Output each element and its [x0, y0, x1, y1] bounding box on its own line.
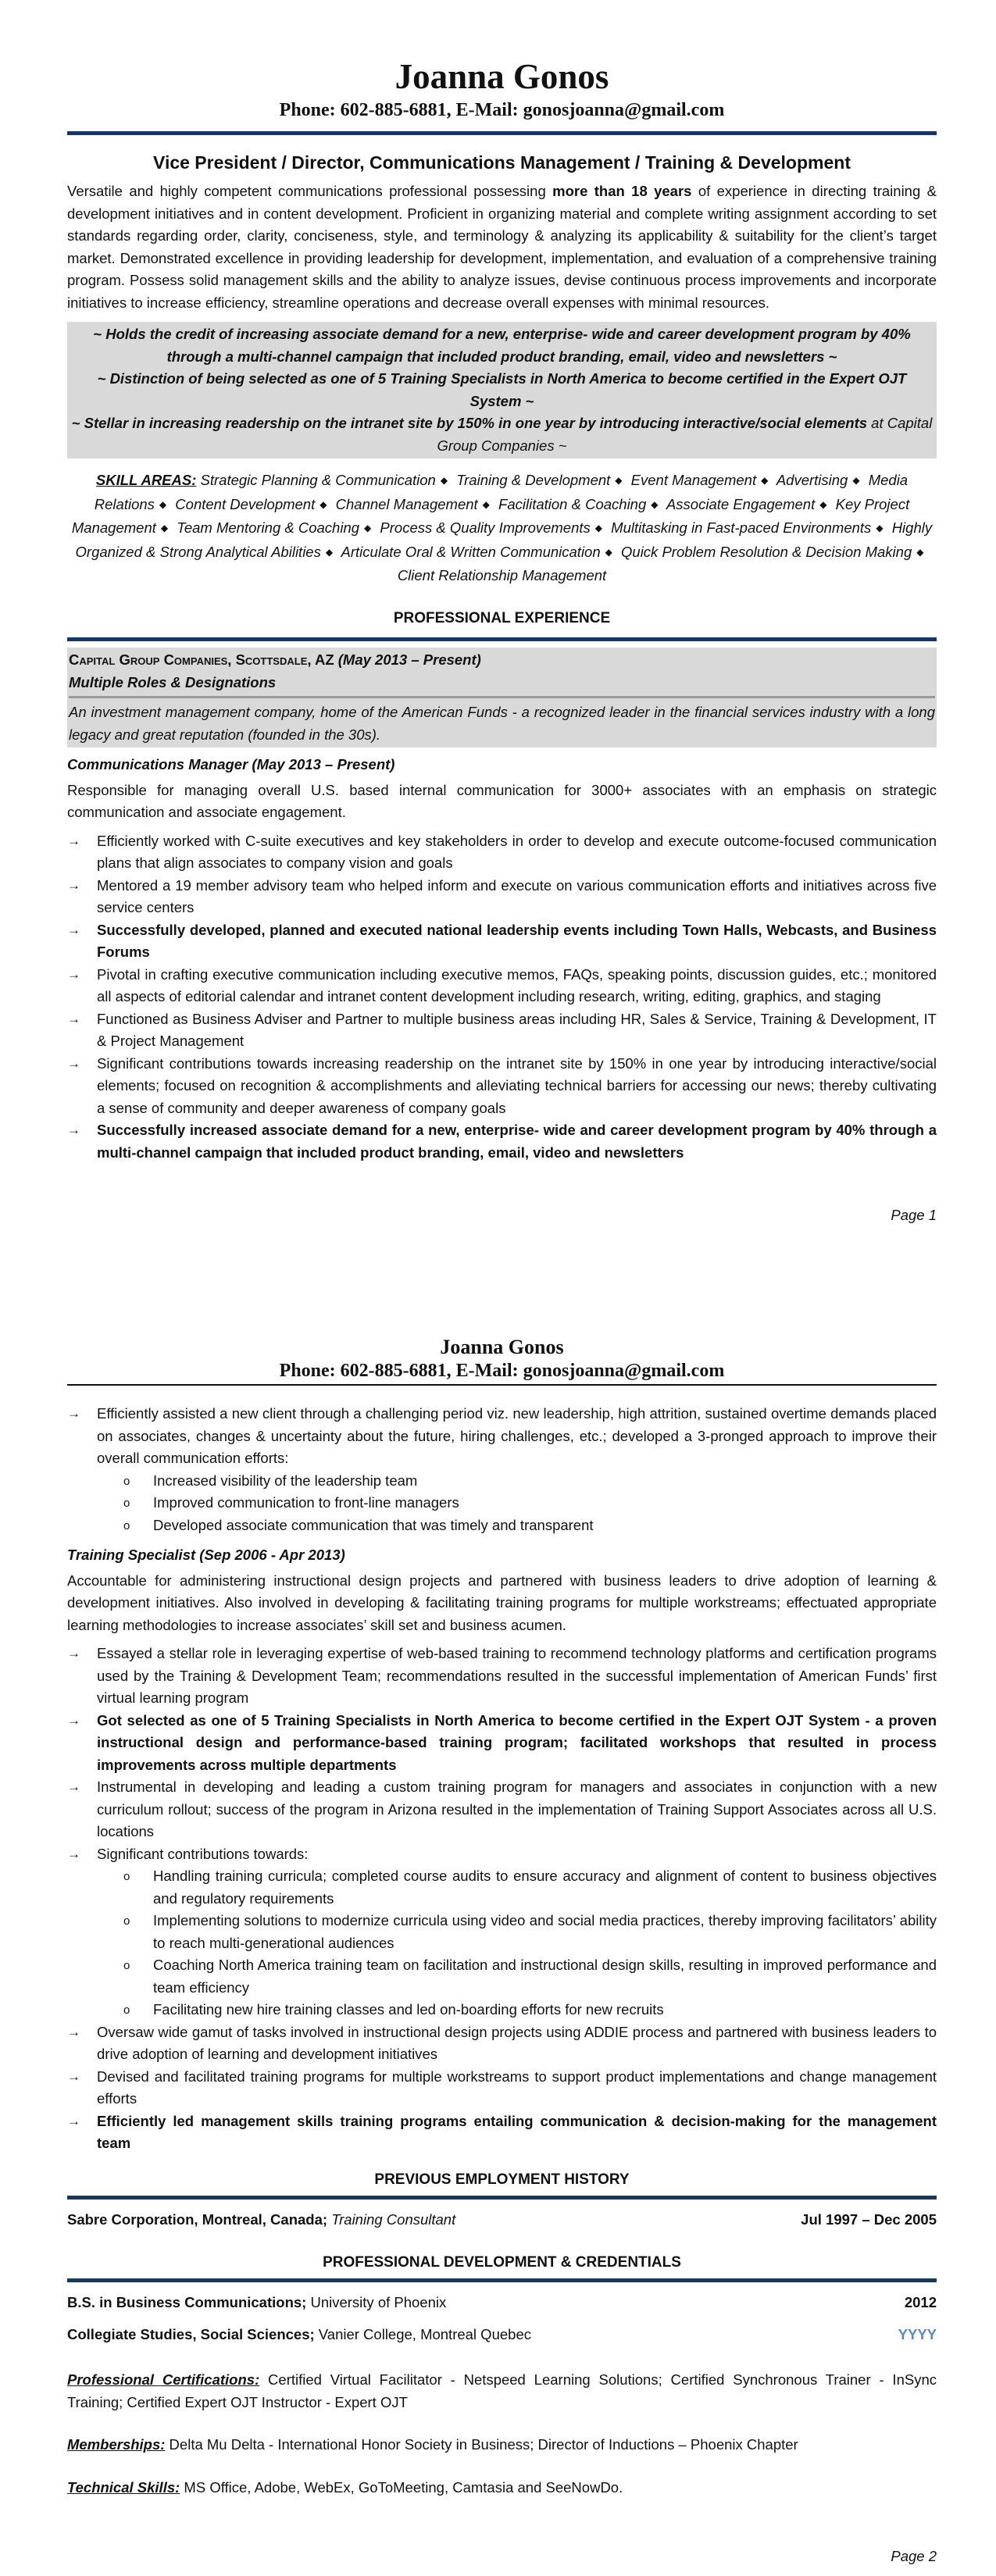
diamond-separator-icon: ◆ [651, 498, 659, 510]
skill-item: Training & Development [456, 472, 611, 488]
diamond-separator-icon: ◆ [819, 498, 827, 510]
bullet-text: Essayed a stellar role in leveraging expertise of web-based training to recommend technology platforms and certification programs used by the Training & Development Team; recommendations resulted in the successful implementation of American Funds’ first virtual learning program [97, 1645, 937, 1706]
bullet-item [67, 1710, 937, 1777]
section-title-experience: PROFESSIONAL EXPERIENCE [393, 609, 611, 626]
circle-bullet-icon: o [123, 1497, 130, 1510]
skill-item: Highly Organized & Strong Analytical Abilities [75, 519, 933, 560]
highlight-text: ~ Stellar in increasing readership on the intranet site by 150% in one year by introducing interactive/social elements [71, 415, 868, 431]
memberships [67, 2434, 937, 2456]
arrow-bullet-icon: → [67, 966, 80, 982]
skill-item: Quick Problem Resolution & Decision Making [621, 543, 912, 560]
previous-role: Training Consultant [331, 2211, 456, 2228]
diamond-separator-icon: ◆ [325, 546, 334, 558]
arrow-bullet-icon: → [67, 877, 80, 893]
bullet-item [67, 1643, 937, 1710]
candidate-name: Joanna Gonos [394, 57, 609, 96]
highlight-text: at Capital Group Companies ~ [437, 415, 933, 454]
arrow-bullet-icon: → [67, 1712, 80, 1728]
diamond-separator-icon: ◆ [364, 523, 372, 533]
highlight-item [70, 368, 934, 412]
bullet-item [67, 830, 937, 875]
bullet-text: Instrumental in developing and leading a custom training program for managers and associates in conjunction with a new curriculum rollout; success of the program in Arizona resulted in the implementation of Training Support Associates across all U.S. locations [97, 1779, 937, 1839]
diamond-separator-icon: ◆ [594, 523, 603, 533]
bullet-item [67, 1008, 937, 1053]
role-bullets-continued [67, 1403, 937, 1536]
resume-page-1 [67, 56, 937, 1227]
circle-bullet-icon: o [123, 2003, 130, 2017]
arrow-bullet-icon: → [67, 922, 80, 937]
school: University of Phoenix [306, 2294, 447, 2310]
bullet-item [67, 2110, 937, 2155]
circle-bullet-icon: o [123, 1518, 130, 1532]
education-entry [67, 2292, 446, 2314]
section-divider [67, 2278, 937, 2282]
arrow-bullet-icon: → [67, 1055, 80, 1071]
sub-bullet-text: Facilitating new hire training classes and led on-boarding efforts for new recruits [153, 2001, 664, 2018]
bullet-text: Efficiently led management skills training programs entailing communication & decision-making for the management team [97, 2112, 937, 2151]
key-highlights [67, 322, 937, 458]
bullet-text: Functioned as Business Adviser and Partner to multiple business areas including HR, Sales & Service, Training & Development, IT & Project Management [97, 1010, 937, 1049]
skill-item: Strategic Planning & Communication [200, 472, 436, 488]
sub-bullet-item [67, 1999, 937, 2021]
circle-bullet-icon: o [123, 1959, 130, 1972]
school: Vanier College, Montreal Quebec [314, 2325, 531, 2342]
arrow-bullet-icon: → [67, 2113, 80, 2128]
highlight-text: ~ Holds the credit of increasing associate demand for a new, enterprise- wide and career development program by 40% through a multi-channel campaign that included product branding, email, video and newsletters ~ [93, 326, 911, 365]
diamond-separator-icon: ◆ [852, 475, 860, 486]
bullet-item [67, 1119, 937, 1164]
bullet-text: Mentored a 19 member advisory team who helped inform and execute on various communication efforts and initiatives across five service centers [97, 876, 937, 915]
diamond-separator-icon: ◆ [160, 523, 169, 533]
arrow-bullet-icon: → [67, 1011, 80, 1026]
previous-employer [67, 2209, 455, 2232]
education-year-placeholder: YYYY [898, 2325, 937, 2342]
company-divider [69, 696, 935, 698]
diamond-separator-icon: ◆ [761, 475, 769, 486]
memberships-label: Memberships: [67, 2436, 166, 2453]
skill-item: Client Relationship Management [397, 567, 607, 583]
company-heading [69, 649, 935, 672]
diamond-separator-icon: ◆ [916, 546, 924, 558]
bullet-text: Efficiently worked with C-suite executives and key stakeholders in order to develop and execute outcome-focused communication plans that align associates to company vision and goals [97, 832, 937, 871]
skill-item: Associate Engagement [666, 495, 816, 512]
skill-item: Multitasking in Fast-paced Environments [611, 519, 872, 536]
highlight-text: ~ Distinction of being selected as one of 5 Training Specialists in North America to become certified in the Expert OJT System ~ [97, 370, 907, 409]
contact-line-small: Phone: 602-885-6881, E-Mail: gonosjoanna@gmail.com [279, 1361, 725, 1381]
sub-bullet-item [67, 1865, 937, 1910]
section-title-credentials: PROFESSIONAL DEVELOPMENT & CREDENTIALS [323, 2253, 681, 2271]
education-year: 2012 [904, 2294, 937, 2310]
sub-bullet-item [67, 1910, 937, 1954]
highlight-item [70, 412, 934, 457]
technical-skills [67, 2477, 937, 2499]
skill-item: Event Management [630, 472, 757, 488]
skill-item: Key Project Management [71, 495, 910, 536]
sub-bullet-group [67, 1470, 937, 1537]
role-title: Communications Manager (May 2013 – Present) [67, 756, 395, 772]
bullet-item [67, 1403, 937, 1470]
sub-bullet-text: Coaching North America training team on facilitation and instructional design skills, resulting in improved performance and team efficiency [153, 1957, 937, 1996]
company-name: Capital Group Companies, Scottsdale, AZ [69, 651, 334, 668]
arrow-bullet-icon: → [67, 2068, 80, 2084]
sub-bullet-text: Developed associate communication that was timely and transparent [153, 1516, 594, 1533]
certifications-text: Certified Virtual Facilitator - Netspeed Learning Solutions; Certified Synchronous Trainer - InSync Training; Certified Expert OJT Instructor - Expert OJT [67, 2371, 937, 2410]
skill-areas [67, 469, 937, 587]
arrow-bullet-icon: → [67, 1779, 80, 1794]
bullet-text: Significant contributions towards increasing readership on the intranet site by 150% in one year by introducing interactive/social elements; focused on recognition & accomplishments and alleviating technical barriers for accessing our news; thereby cultivating a sense of community and deeper awareness of company goals [97, 1054, 937, 1116]
company-block [67, 648, 937, 747]
diamond-separator-icon: ◆ [320, 498, 327, 510]
sub-bullet-text: Increased visibility of the leadership team [153, 1472, 418, 1489]
memberships-text: Delta Mu Delta - International Honor Society in Business; Director of Inductions – Phoenix Chapter [165, 2436, 798, 2453]
technical-skills-text: MS Office, Adobe, WebEx, GoToMeeting, Camtasia and SeeNowDo. [180, 2478, 623, 2496]
role-bullets [67, 1643, 937, 2155]
arrow-bullet-icon: → [67, 1646, 80, 1661]
bullet-item [67, 919, 937, 964]
circle-bullet-icon: o [123, 1870, 130, 1883]
resume-page-2 [67, 1336, 937, 2568]
skill-areas-label: SKILL AREAS: [95, 472, 197, 488]
highlight-item [70, 323, 934, 368]
role-description: Accountable for administering instructional design projects and partnered with business leaders to drive adoption of learning & development initiatives. Also involved in developing & facilitating training programs for multiple workstreams; effectuated appropriate learning methodologies to increase associates’ skill set and business acumen. [67, 1572, 937, 1633]
skill-item: Channel Management [335, 495, 478, 512]
page-number: Page 1 [891, 1207, 937, 1223]
arrow-bullet-icon: → [67, 1122, 80, 1137]
diamond-separator-icon: ◆ [482, 498, 490, 510]
previous-company: Sabre Corporation, Montreal, Canada; [67, 2211, 328, 2228]
sub-bullet-text: Improved communication to front-line managers [153, 1494, 459, 1511]
bullet-text: Got selected as one of 5 Training Specialists in North America to become certified in the Expert OJT System - a proven instructional design and performance-based training program; facilitated workshops that resulted in process improvements across multiple departments [97, 1711, 937, 1773]
technical-skills-label: Technical Skills: [67, 2478, 180, 2496]
section-divider [67, 2196, 937, 2200]
bullet-item [67, 2066, 937, 2110]
section-title-previous: PREVIOUS EMPLOYMENT HISTORY [374, 2171, 630, 2188]
summary-text: of experience in directing training & development initiatives and in content development. Proficient in organizing material and complete writing assignment according to set standards regarding order, clarity, conciseness, style, and terminology & analyzing its applicability & suitability for the client’s target market. Demonstrated excellence in providing leadership for development, implementation, and evaluation of a comprehensive training program. Possess solid management skills and the ability to analyze issues, devise continuous process improvements and incorporate initiatives to increase efficiency, streamline operations and decrease overall expenses with minimal resources. [67, 183, 937, 311]
candidate-name-small: Joanna Gonos [440, 1336, 564, 1358]
diamond-separator-icon: ◆ [159, 498, 167, 510]
diamond-separator-icon: ◆ [876, 523, 884, 533]
role-description: Responsible for managing overall U.S. based internal communication for 3000+ associates with an emphasis on strategic communication and associate engagement. [67, 781, 937, 820]
diamond-separator-icon: ◆ [605, 546, 612, 558]
company-subtitle: Multiple Roles & Designations [69, 673, 277, 690]
diamond-separator-icon: ◆ [440, 475, 448, 486]
sub-bullet-list [67, 1865, 937, 2021]
sub-bullet-text: Implementing solutions to modernize curricula using video and social media practices, thereby improving facilitators’ ability to reach multi-generational audiences [153, 1912, 937, 1951]
section-divider [67, 637, 937, 641]
bullet-text: Significant contributions towards: [97, 1845, 309, 1862]
sub-bullet-text: Handling training curricula; completed course audits to ensure accuracy and alignment of content to business objectives and regulatory requirements [153, 1868, 937, 1907]
bullet-item [67, 1776, 937, 1843]
summary-text: Versatile and highly competent communications professional possessing [67, 183, 553, 199]
skill-item: Facilitation & Coaching [498, 495, 647, 512]
previous-dates: Jul 1997 – Dec 2005 [801, 2211, 937, 2228]
summary [67, 180, 937, 314]
company-description: An investment management company, home of the American Funds - a recognized leader in the financial services industry with a long legacy and great reputation (founded in the 30s). [69, 704, 935, 743]
skill-item: Content Development [175, 495, 316, 512]
bullet-item [67, 2021, 937, 2066]
degree: B.S. in Business Communications; [67, 2294, 307, 2310]
skill-item: Articulate Oral & Written Communication [341, 543, 601, 560]
previous-employment-row [67, 2209, 937, 2232]
role-title: Training Specialist (Sep 2006 - Apr 2013) [67, 1547, 345, 1563]
arrow-bullet-icon: → [67, 1846, 80, 1861]
sub-bullet-group [67, 1865, 937, 2021]
arrow-bullet-icon: → [67, 833, 80, 848]
bullet-text: Devised and facilitated training programs for multiple workstreams to support product implementations and change management efforts [97, 2068, 937, 2107]
education-row [67, 2324, 937, 2346]
sub-bullet-list [67, 1470, 937, 1537]
bullet-text: Successfully increased associate demand for a new, enterprise- wide and career development program by 40% through a multi-channel campaign that included product branding, email, video and newsletters [97, 1122, 937, 1161]
education-entry [67, 2324, 531, 2346]
skill-item: Process & Quality Improvements [380, 519, 591, 536]
header-divider [67, 131, 937, 135]
circle-bullet-icon: o [123, 1474, 130, 1488]
diamond-separator-icon: ◆ [615, 475, 623, 486]
education-row [67, 2292, 937, 2314]
skill-item: Team Mentoring & Coaching [177, 519, 360, 536]
certifications [67, 2369, 937, 2414]
arrow-bullet-icon: → [67, 2024, 80, 2039]
bullet-item [67, 1843, 937, 1866]
contact-line: Phone: 602-885-6881, E-Mail: gonosjoanna@gmail.com [279, 100, 725, 120]
company-dates: (May 2013 – Present) [337, 651, 481, 668]
bullet-text: Oversaw wide gamut of tasks involved in instructional design projects using ADDIE process and partnered with business leaders to drive adoption of learning and development initiatives [97, 2023, 937, 2062]
role-bullets [67, 830, 937, 1165]
headline: Vice President / Director, Communications Management / Training & Development [153, 152, 851, 173]
bullet-item [67, 1053, 937, 1120]
circle-bullet-icon: o [123, 1914, 130, 1928]
page-number: Page 2 [891, 2548, 937, 2564]
certifications-label: Professional Certifications: [67, 2371, 260, 2388]
skill-item: Media Relations [94, 472, 909, 512]
sub-bullet-item [67, 1470, 937, 1493]
sub-bullet-item [67, 1954, 937, 1999]
arrow-bullet-icon: → [67, 1406, 80, 1421]
summary-emphasis: more than 18 years [552, 183, 692, 199]
sub-bullet-item [67, 1492, 937, 1515]
bullet-text: Pivotal in crafting executive communication including executive memos, FAQs, speaking points, discussion guides, etc.; monitored all aspects of editorial calendar and intranet content development including research, writing, editing, graphics, and staging [97, 965, 937, 1004]
bullet-item [67, 964, 937, 1008]
bullet-text: Efficiently assisted a new client through a challenging period viz. new leadership, high attrition, sustained overtime demands placed on associates, changes & uncertainty about the future, hiring challenges, etc.; developed a 3-pronged approach to improve their overall communication efforts: [97, 1405, 937, 1466]
bullet-text: Successfully developed, planned and executed national leadership events including Town Halls, Webcasts, and Business Forums [97, 921, 937, 960]
bullet-item [67, 875, 937, 919]
skill-item: Advertising [776, 472, 848, 488]
degree: Collegiate Studies, Social Sciences; [67, 2325, 315, 2342]
header-divider-thin [67, 1384, 937, 1386]
sub-bullet-item [67, 1515, 937, 1537]
